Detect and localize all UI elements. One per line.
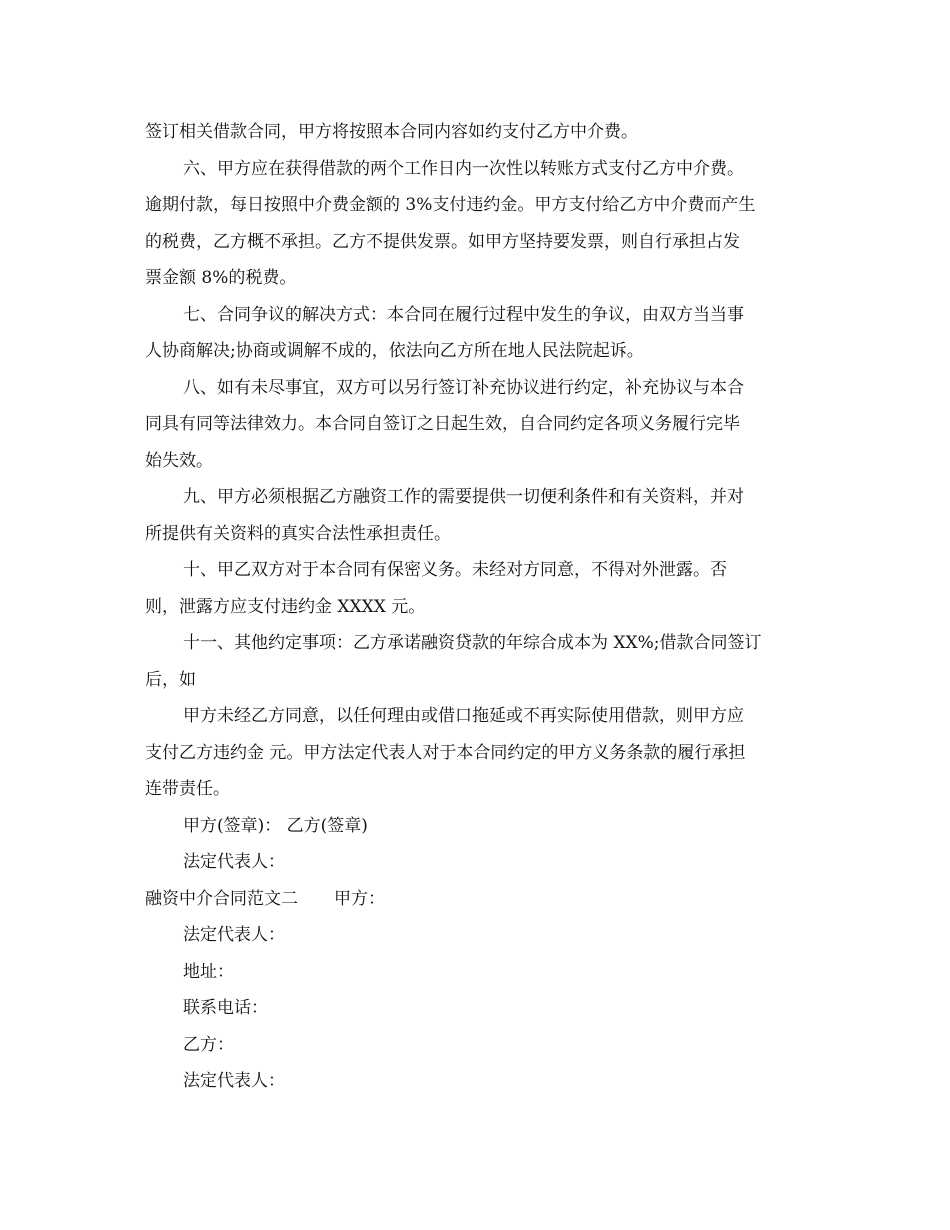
text-line: 签订相关借款合同，甲方将按照本合同内容如约支付乙方中介费。 <box>145 122 638 142</box>
text-line: 则，泄露方应支付违约金 XXXX 元。 <box>145 596 426 617</box>
clause-10: 十、甲乙双方对于本合同有保密义务。未经对方同意，不得对外泄露。否 <box>183 560 727 580</box>
text-line: 票金额 8%的税费。 <box>145 268 297 288</box>
section-heading: 融资中介合同范文二 <box>145 888 298 909</box>
address-label: 地址： <box>183 961 234 982</box>
signature-line: 甲方(签章)： 乙方(签章) <box>183 815 368 836</box>
text-line: 始失效。 <box>145 450 213 471</box>
text-line: 逾期付款，每日按照中介费金额的 3%支付违约金。甲方支付给乙方中介费而产生 <box>145 195 756 215</box>
legal-rep-label: 法定代表人： <box>183 925 285 945</box>
text-line: 同具有同等法律效力。本合同自签订之日起生效，自合同约定各项义务履行完毕 <box>145 414 740 434</box>
text-line: 连带责任。 <box>145 779 230 799</box>
text-line: 支付乙方违约金 元。甲方法定代表人对于本合同约定的甲方义务条款的履行承担 <box>145 742 746 763</box>
clause-6: 六、甲方应在获得借款的两个工作日内一次性以转账方式支付乙方中介费。 <box>183 158 744 179</box>
party-b-label: 乙方： <box>183 1034 234 1055</box>
legal-rep-label: 法定代表人： <box>183 852 285 872</box>
text-line: 所提供有关资料的真实合法性承担责任。 <box>145 523 451 544</box>
text-line: 甲方未经乙方同意，以任何理由或借口拖延或不再实际使用借款，则甲方应 <box>183 706 744 726</box>
document-body <box>145 114 805 1100</box>
legal-rep-label: 法定代表人： <box>183 1071 285 1091</box>
phone-label: 联系电话： <box>183 998 268 1018</box>
clause-8: 八、如有未尽事宜，双方可以另行签订补充协议进行约定，补充协议与本合 <box>183 377 744 398</box>
text-line: 后，如 <box>145 669 196 690</box>
clause-9: 九、甲方必须根据乙方融资工作的需要提供一切便利条件和有关资料，并对 <box>183 487 744 507</box>
section-heading-row <box>145 881 805 918</box>
clause-7: 七、合同争议的解决方式：本合同在履行过程中发生的争议，由双方当当事 <box>183 304 744 325</box>
clause-11: 十一、其他约定事项：乙方承诺融资贷款的年综合成本为 XX%;借款合同签订 <box>183 633 762 653</box>
party-a-label: 甲方： <box>334 888 385 909</box>
text-line: 的税费，乙方概不承担。乙方不提供发票。如甲方坚持要发票，则自行承担占发 <box>145 231 740 252</box>
text-line: 人协商解决;协商或调解不成的，依法向乙方所在地人民法院起诉。 <box>145 341 644 361</box>
